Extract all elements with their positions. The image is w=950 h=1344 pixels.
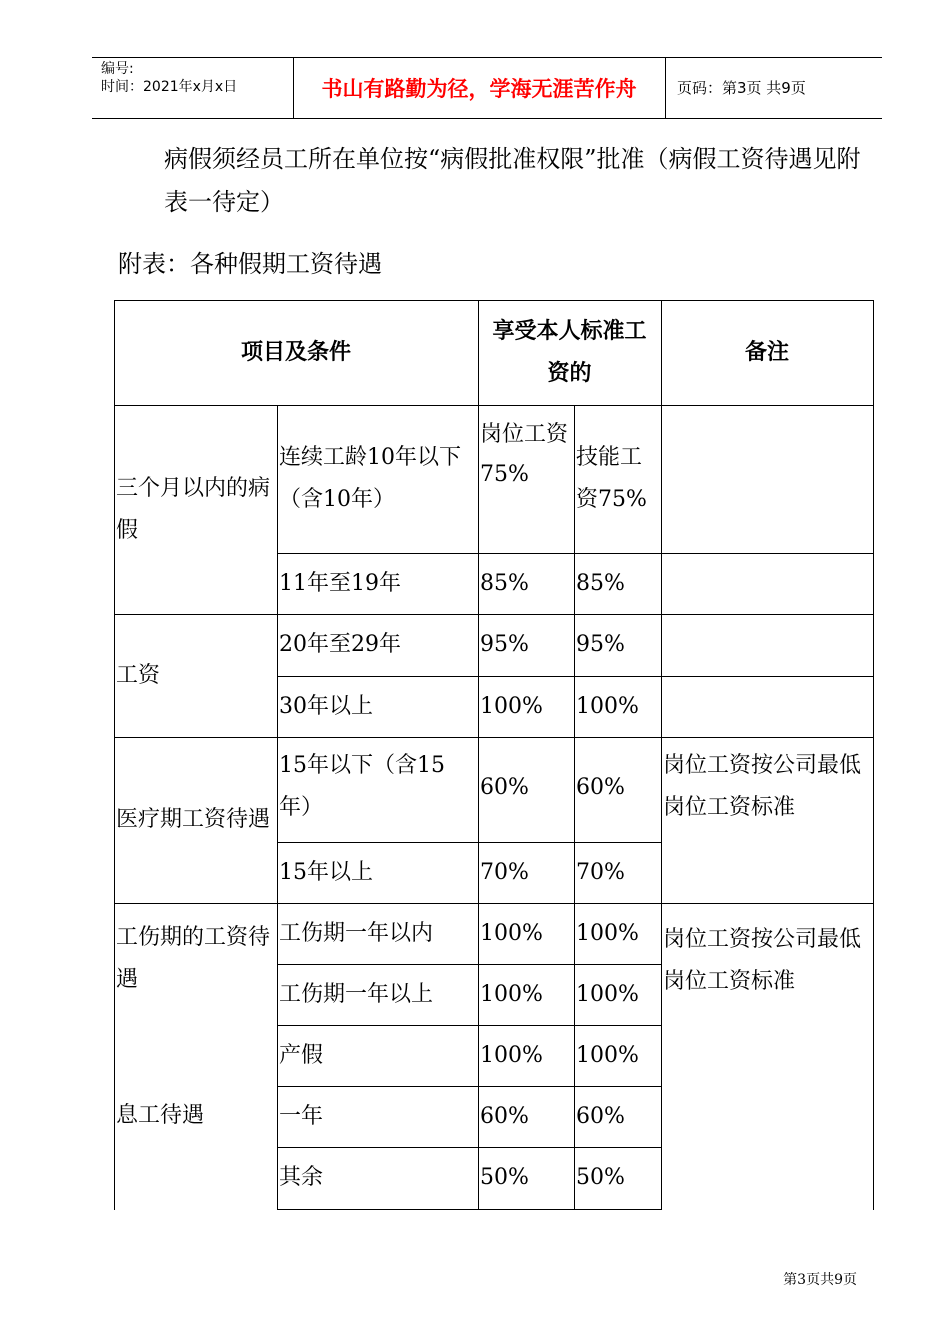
- header-item: 项目及条件: [240, 339, 351, 365]
- group-wage: 工资: [116, 662, 161, 688]
- row-post-wage: 60%: [480, 1103, 529, 1129]
- header-meta: [101, 60, 237, 96]
- group-rest: 息工待遇: [116, 1103, 205, 1128]
- row-post-wage: 岗位工资75%: [480, 422, 569, 487]
- row-post-wage: 70%: [480, 859, 529, 885]
- row-condition: 工伤期一年以上: [279, 981, 434, 1007]
- row-skill-wage: 60%: [576, 775, 625, 800]
- header-enjoy: 享受本人标准工资的: [492, 318, 647, 386]
- row-condition: 15年以上: [279, 859, 373, 885]
- remark-injury: 岗位工资按公司最低岗位工资标准: [663, 927, 862, 994]
- row-skill-wage: 95%: [576, 632, 625, 657]
- row-skill-wage: 50%: [576, 1165, 625, 1190]
- row-condition: 其余: [279, 1165, 324, 1190]
- header-bottom-rule: [92, 118, 882, 119]
- row-skill-wage: 100%: [576, 981, 639, 1007]
- header-number: 编号:: [101, 61, 134, 77]
- row-post-wage: 60%: [480, 775, 529, 800]
- row-condition: 产假: [279, 1042, 324, 1068]
- header-page: 页码：第3页 共9页: [677, 79, 806, 97]
- page-footer: 第3页共9页: [783, 1272, 857, 1288]
- table-rule: [277, 1209, 661, 1210]
- row-condition: 一年: [279, 1103, 324, 1129]
- row-condition: 11年至19年: [279, 570, 401, 596]
- row-skill-wage: 60%: [576, 1103, 625, 1129]
- group-sick-leave: 三个月以内的病假: [116, 475, 271, 543]
- table-rule: [661, 553, 873, 554]
- group-medical: 医疗期工资待遇: [116, 807, 271, 832]
- header-time: 时间：2021年x月x日: [101, 79, 238, 95]
- body-paragraph: 病假须经员工所在单位按“病假批准权限”批准（病假工资待遇见附表一待定）: [164, 145, 861, 216]
- row-skill-wage: 100%: [576, 920, 639, 946]
- header-divider: [665, 57, 666, 118]
- row-post-wage: 100%: [480, 693, 543, 719]
- row-condition: 30年以上: [279, 693, 373, 719]
- row-condition: 工伤期一年以内: [279, 920, 434, 946]
- group-injury: 工伤期的工资待遇: [116, 925, 271, 992]
- row-post-wage: 100%: [480, 1042, 543, 1068]
- row-post-wage: 100%: [480, 981, 543, 1007]
- row-skill-wage: 技能工资75%: [576, 445, 647, 512]
- row-skill-wage: 85%: [576, 570, 625, 596]
- remark-medical: 岗位工资按公司最低岗位工资标准: [663, 753, 862, 820]
- row-condition: 20年至29年: [279, 632, 401, 657]
- row-condition: 15年以下（含15年）: [279, 753, 445, 820]
- header-motto: 书山有路勤为径，学海无涯苦作舟: [321, 76, 637, 101]
- appendix-title: 附表：各种假期工资待遇: [118, 250, 382, 278]
- row-skill-wage: 100%: [576, 1042, 639, 1068]
- row-skill-wage: 100%: [576, 693, 639, 719]
- header-remark: 备注: [744, 339, 789, 365]
- row-post-wage: 85%: [480, 570, 529, 596]
- row-skill-wage: 70%: [576, 859, 625, 885]
- row-post-wage: 95%: [480, 632, 529, 657]
- row-condition: 连续工龄10年以下（含10年）: [279, 445, 461, 512]
- row-post-wage: 100%: [480, 920, 543, 946]
- wage-table: [114, 300, 873, 1210]
- row-post-wage: 50%: [480, 1165, 529, 1190]
- table-rule: [873, 300, 874, 1210]
